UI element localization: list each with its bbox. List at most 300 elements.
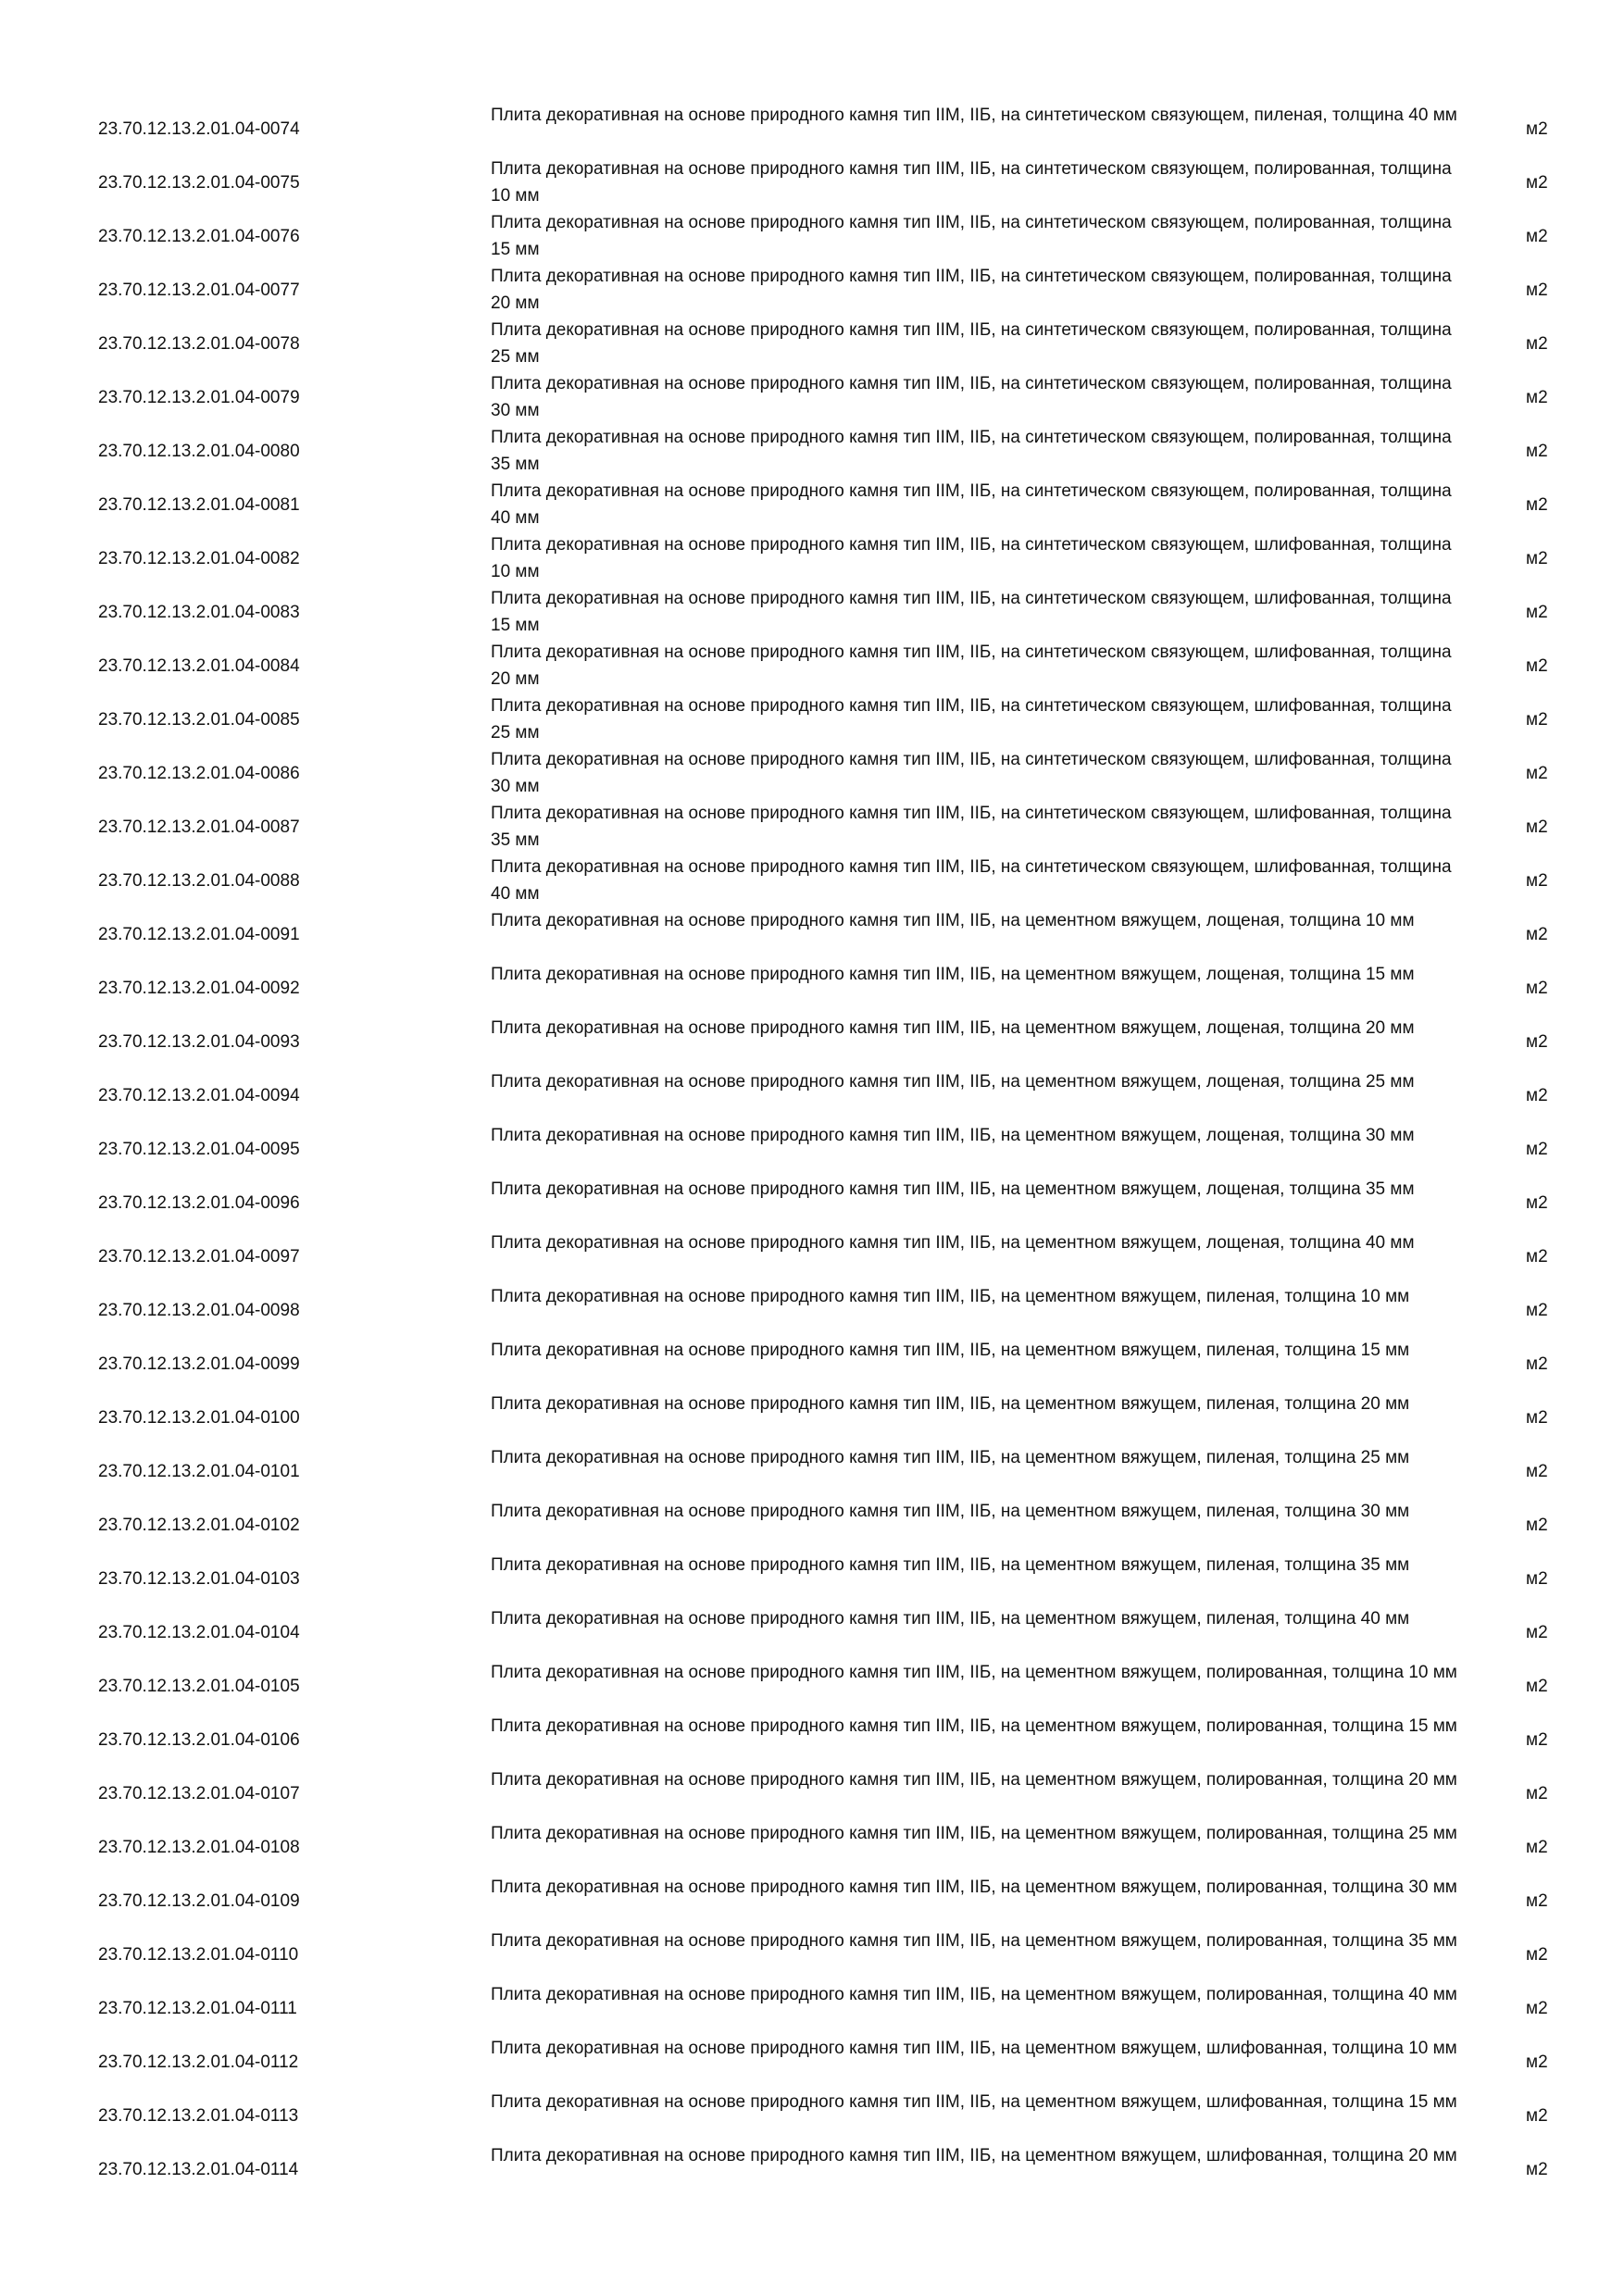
resource-description	[491, 1498, 1472, 1552]
unit-text: м2	[1526, 280, 1548, 300]
resource-code-text: 23.70.12.13.2.01.04-0110	[98, 1944, 299, 1965]
description-line-1: Плита декоративная на основе природного камня тип IIМ, IIБ, на цементном вяжущем, лощеная,	[491, 1072, 1285, 1092]
resource-description	[491, 1176, 1472, 1229]
table-row	[0, 1015, 1624, 1068]
resource-code	[98, 2035, 298, 2089]
resource-code-text: 23.70.12.13.2.01.04-0098	[98, 1300, 300, 1320]
table-row	[0, 1176, 1624, 1229]
unit-text: м2	[1526, 602, 1548, 622]
resource-code	[98, 1605, 300, 1659]
resource-description	[491, 156, 1472, 209]
unit-of-measure	[1526, 156, 1548, 209]
unit-of-measure	[1526, 2142, 1548, 2196]
description-line-2: толщина 15 мм	[1289, 965, 1415, 984]
unit-text: м2	[1526, 870, 1548, 891]
resource-code-text: 23.70.12.13.2.01.04-0083	[98, 602, 300, 622]
description-line-1: Плита декоративная на основе природного камня тип IIМ, IIБ, на синтетическом связующем,	[491, 857, 1250, 877]
description-line-1: Плита декоративная на основе природного камня тип IIМ, IIБ, на цементном вяжущем, шлифованная,	[491, 2039, 1328, 2058]
resource-code	[98, 156, 300, 209]
unit-of-measure	[1526, 1874, 1548, 1928]
description-line-1: Плита декоративная на основе природного камня тип IIМ, IIБ, на синтетическом связующем, пиленая,	[491, 106, 1328, 125]
resource-code	[98, 1337, 300, 1391]
unit-of-measure	[1526, 907, 1548, 961]
resource-code-text: 23.70.12.13.2.01.04-0086	[98, 763, 300, 783]
resource-code-text: 23.70.12.13.2.01.04-0076	[98, 226, 300, 246]
unit-text: м2	[1526, 333, 1548, 354]
description-line-2: полированная, толщина 30 мм	[491, 374, 1452, 420]
resource-description	[491, 1283, 1472, 1337]
unit-of-measure	[1526, 370, 1548, 424]
description-line-1: Плита декоративная на основе природного камня тип IIМ, IIБ, на цементном вяжущем,	[491, 1663, 1202, 1682]
resource-code	[98, 1444, 300, 1498]
unit-text: м2	[1526, 978, 1548, 998]
table-row	[0, 424, 1624, 478]
resource-code-text: 23.70.12.13.2.01.04-0074	[98, 119, 300, 139]
description-line-2: полированная, толщина 30 мм	[1206, 1878, 1457, 1897]
unit-text: м2	[1526, 1729, 1548, 1750]
resource-code-text: 23.70.12.13.2.01.04-0111	[98, 1998, 297, 2018]
unit-text: м2	[1526, 1461, 1548, 1481]
unit-of-measure	[1526, 1928, 1548, 1981]
resource-description	[491, 961, 1472, 1015]
description-line-2: полированная, толщина 40 мм	[491, 481, 1452, 528]
resource-description	[491, 2089, 1472, 2142]
resource-description	[491, 424, 1472, 478]
resource-code-text: 23.70.12.13.2.01.04-0100	[98, 1407, 300, 1428]
description-line-1: Плита декоративная на основе природного камня тип IIМ, IIБ, на цементном вяжущем,	[491, 1931, 1202, 1951]
resource-code	[98, 263, 300, 317]
resource-code	[98, 1176, 300, 1229]
resource-code-text: 23.70.12.13.2.01.04-0107	[98, 1783, 300, 1803]
unit-text: м2	[1526, 2159, 1548, 2179]
table-row	[0, 1605, 1624, 1659]
unit-of-measure	[1526, 263, 1548, 317]
unit-of-measure	[1526, 1015, 1548, 1068]
unit-of-measure	[1526, 1981, 1548, 2035]
unit-text: м2	[1526, 763, 1548, 783]
resource-code-text: 23.70.12.13.2.01.04-0104	[98, 1622, 300, 1642]
description-line-2: толщина 20 мм	[1331, 2146, 1457, 2165]
description-line-1: Плита декоративная на основе природного камня тип IIМ, IIБ, на цементном вяжущем,	[491, 1716, 1202, 1736]
description-line-1: Плита декоративная на основе природного камня тип IIМ, IIБ, на цементном вяжущем, шлифованная,	[491, 2146, 1328, 2165]
description-line-2: полированная, толщина 15 мм	[491, 213, 1452, 259]
resource-description	[491, 907, 1472, 961]
resource-description	[491, 317, 1472, 370]
table-row	[0, 1659, 1624, 1713]
description-line-1: Плита декоративная на основе природного камня тип IIМ, IIБ, на синтетическом связующем,	[491, 804, 1250, 823]
resource-description	[491, 585, 1472, 639]
table-row	[0, 2035, 1624, 2089]
resource-code-text: 23.70.12.13.2.01.04-0096	[98, 1192, 300, 1213]
table-row	[0, 1391, 1624, 1444]
resource-code-text: 23.70.12.13.2.01.04-0095	[98, 1139, 300, 1159]
description-line-1: Плита декоративная на основе природного камня тип IIМ, IIБ, на цементном вяжущем, шлифованная,	[491, 2092, 1328, 2112]
unit-text: м2	[1526, 1139, 1548, 1159]
resource-code	[98, 907, 300, 961]
unit-text: м2	[1526, 1515, 1548, 1535]
unit-text: м2	[1526, 1568, 1548, 1589]
resource-description	[491, 1068, 1472, 1122]
table-row	[0, 585, 1624, 639]
unit-text: м2	[1526, 119, 1548, 139]
resource-description	[491, 1122, 1472, 1176]
unit-text: м2	[1526, 172, 1548, 193]
resource-code-text: 23.70.12.13.2.01.04-0109	[98, 1890, 300, 1911]
description-line-2: полированная, толщина 10 мм	[491, 159, 1452, 206]
resource-code	[98, 209, 300, 263]
description-line-1: Плита декоративная на основе природного камня тип IIМ, IIБ, на цементном вяжущем, пиленая,	[491, 1448, 1280, 1467]
unit-text: м2	[1526, 1085, 1548, 1105]
resource-code	[98, 693, 300, 746]
table-row	[0, 478, 1624, 531]
description-line-2: толщина 10 мм	[1289, 911, 1415, 930]
description-line-1: Плита декоративная на основе природного камня тип IIМ, IIБ, на цементном вяжущем, пиленая,	[491, 1555, 1280, 1575]
unit-text: м2	[1526, 924, 1548, 944]
unit-text: м2	[1526, 1783, 1548, 1803]
resource-code	[98, 370, 300, 424]
resource-code	[98, 1928, 298, 1981]
table-row	[0, 1337, 1624, 1391]
resource-code	[98, 639, 300, 693]
resource-code	[98, 800, 300, 854]
unit-of-measure	[1526, 746, 1548, 800]
unit-of-measure	[1526, 585, 1548, 639]
resource-description	[491, 1337, 1472, 1391]
description-line-2: полированная, толщина 25 мм	[491, 320, 1452, 367]
resource-code-text: 23.70.12.13.2.01.04-0081	[98, 494, 300, 515]
description-line-1: Плита декоративная на основе природного камня тип IIМ, IIБ, на цементном вяжущем,	[491, 1985, 1202, 2004]
resource-code	[98, 585, 300, 639]
description-line-1: Плита декоративная на основе природного камня тип IIМ, IIБ, на цементном вяжущем, лощеная,	[491, 1018, 1285, 1038]
description-line-2: шлифованная, толщина 40 мм	[491, 857, 1452, 904]
resource-code	[98, 1713, 300, 1766]
resource-description	[491, 209, 1472, 263]
table-row	[0, 263, 1624, 317]
resource-description	[491, 102, 1472, 156]
description-line-2: толщина 35 мм	[1289, 1179, 1415, 1199]
resource-description	[491, 800, 1472, 854]
table-row	[0, 209, 1624, 263]
description-line-1: Плита декоративная на основе природного камня тип IIМ, IIБ, на синтетическом связующем,	[491, 481, 1250, 501]
description-line-1: Плита декоративная на основе природного камня тип IIМ, IIБ, на синтетическом связующем,	[491, 589, 1250, 608]
resource-code	[98, 424, 300, 478]
description-line-2: шлифованная, толщина 30 мм	[491, 750, 1452, 796]
resource-description	[491, 1552, 1472, 1605]
unit-text: м2	[1526, 1354, 1548, 1374]
unit-text: м2	[1526, 1998, 1548, 2018]
resource-description	[491, 1713, 1472, 1766]
description-line-1: Плита декоративная на основе природного камня тип IIМ, IIБ, на цементном вяжущем, пиленая,	[491, 1341, 1280, 1360]
resource-description	[491, 263, 1472, 317]
unit-of-measure	[1526, 102, 1548, 156]
resource-description	[491, 1605, 1472, 1659]
unit-of-measure	[1526, 639, 1548, 693]
unit-of-measure	[1526, 1337, 1548, 1391]
description-line-2: толщина 30 мм	[1284, 1502, 1410, 1521]
unit-text: м2	[1526, 1622, 1548, 1642]
description-line-1: Плита декоративная на основе природного камня тип IIМ, IIБ, на синтетическом связующем,	[491, 750, 1250, 769]
table-row	[0, 370, 1624, 424]
table-row	[0, 2142, 1624, 2196]
resource-description	[491, 1820, 1472, 1874]
unit-text: м2	[1526, 709, 1548, 730]
description-line-1: Плита декоративная на основе природного камня тип IIМ, IIБ, на цементном вяжущем,	[491, 1824, 1202, 1843]
table-row	[0, 1766, 1624, 1820]
description-line-2: толщина 40 мм	[1331, 106, 1457, 125]
description-line-2: шлифованная, толщина 25 мм	[491, 696, 1452, 742]
unit-of-measure	[1526, 1498, 1548, 1552]
unit-of-measure	[1526, 1068, 1548, 1122]
resource-code-text: 23.70.12.13.2.01.04-0102	[98, 1515, 300, 1535]
resource-code	[98, 317, 300, 370]
table-row	[0, 531, 1624, 585]
resource-code-text: 23.70.12.13.2.01.04-0077	[98, 280, 300, 300]
resource-code-text: 23.70.12.13.2.01.04-0084	[98, 655, 300, 676]
unit-of-measure	[1526, 2089, 1548, 2142]
resource-description	[491, 1981, 1472, 2035]
description-line-2: полированная, толщина 25 мм	[1206, 1824, 1457, 1843]
unit-text: м2	[1526, 548, 1548, 568]
table-row	[0, 693, 1624, 746]
unit-of-measure	[1526, 1122, 1548, 1176]
table-row	[0, 1068, 1624, 1122]
resource-code-text: 23.70.12.13.2.01.04-0092	[98, 978, 300, 998]
resource-code-text: 23.70.12.13.2.01.04-0085	[98, 709, 300, 730]
description-line-2: полированная, толщина 10 мм	[1206, 1663, 1457, 1682]
table-row	[0, 1713, 1624, 1766]
unit-of-measure	[1526, 1713, 1548, 1766]
resource-code-text: 23.70.12.13.2.01.04-0097	[98, 1246, 300, 1267]
unit-of-measure	[1526, 209, 1548, 263]
unit-text: м2	[1526, 1837, 1548, 1857]
unit-of-measure	[1526, 1391, 1548, 1444]
table-row	[0, 1122, 1624, 1176]
unit-of-measure	[1526, 800, 1548, 854]
table-row	[0, 317, 1624, 370]
resource-code-text: 23.70.12.13.2.01.04-0082	[98, 548, 300, 568]
description-line-1: Плита декоративная на основе природного камня тип IIМ, IIБ, на цементном вяжущем,	[491, 1878, 1202, 1897]
resource-code	[98, 1659, 300, 1713]
description-line-2: полированная, толщина 20 мм	[491, 267, 1452, 313]
resource-code-text: 23.70.12.13.2.01.04-0112	[98, 2052, 299, 2072]
unit-text: м2	[1526, 1944, 1548, 1965]
unit-of-measure	[1526, 1605, 1548, 1659]
description-line-2: толщина 30 мм	[1289, 1126, 1415, 1145]
resource-description	[491, 1015, 1472, 1068]
description-line-2: толщина 10 мм	[1331, 2039, 1457, 2058]
table-row	[0, 2089, 1624, 2142]
description-line-1: Плита декоративная на основе природного камня тип IIМ, IIБ, на синтетическом связующем,	[491, 267, 1250, 286]
resource-code	[98, 478, 300, 531]
table-row	[0, 1444, 1624, 1498]
description-line-1: Плита декоративная на основе природного камня тип IIМ, IIБ, на цементном вяжущем, пиленая,	[491, 1609, 1280, 1628]
resource-description	[491, 2035, 1472, 2089]
unit-text: м2	[1526, 494, 1548, 515]
description-line-2: толщина 40 мм	[1284, 1609, 1410, 1628]
unit-of-measure	[1526, 317, 1548, 370]
unit-text: м2	[1526, 387, 1548, 407]
resource-code	[98, 2142, 298, 2196]
unit-text: м2	[1526, 2105, 1548, 2126]
description-line-1: Плита декоративная на основе природного камня тип IIМ, IIБ, на цементном вяжущем, пиленая,	[491, 1287, 1280, 1306]
description-line-1: Плита декоративная на основе природного камня тип IIМ, IIБ, на синтетическом связующем,	[491, 428, 1250, 447]
resource-code	[98, 2089, 298, 2142]
resource-code	[98, 746, 300, 800]
resource-code-text: 23.70.12.13.2.01.04-0105	[98, 1676, 300, 1696]
description-line-1: Плита декоративная на основе природного камня тип IIМ, IIБ, на цементном вяжущем, лощеная,	[491, 1126, 1285, 1145]
resource-code-text: 23.70.12.13.2.01.04-0094	[98, 1085, 300, 1105]
resource-description	[491, 2142, 1472, 2196]
unit-of-measure	[1526, 854, 1548, 907]
description-line-1: Плита декоративная на основе природного камня тип IIМ, IIБ, на цементном вяжущем, лощеная,	[491, 1233, 1285, 1253]
unit-text: м2	[1526, 1300, 1548, 1320]
resource-code-text: 23.70.12.13.2.01.04-0103	[98, 1568, 300, 1589]
description-line-1: Плита декоративная на основе природного камня тип IIМ, IIБ, на синтетическом связующем,	[491, 643, 1250, 662]
resource-description	[491, 1391, 1472, 1444]
description-line-1: Плита декоративная на основе природного камня тип IIМ, IIБ, на цементном вяжущем,	[491, 1770, 1202, 1790]
table-row	[0, 800, 1624, 854]
resource-description	[491, 1766, 1472, 1820]
table-row	[0, 1229, 1624, 1283]
description-line-1: Плита декоративная на основе природного камня тип IIМ, IIБ, на синтетическом связующем,	[491, 535, 1250, 555]
resource-code	[98, 1981, 297, 2035]
resource-code-text: 23.70.12.13.2.01.04-0080	[98, 441, 300, 461]
resource-description	[491, 693, 1472, 746]
unit-of-measure	[1526, 1176, 1548, 1229]
description-line-2: толщина 25 мм	[1284, 1448, 1410, 1467]
unit-text: м2	[1526, 1676, 1548, 1696]
unit-of-measure	[1526, 1444, 1548, 1498]
unit-of-measure	[1526, 531, 1548, 585]
table-row	[0, 156, 1624, 209]
resource-code-text: 23.70.12.13.2.01.04-0079	[98, 387, 300, 407]
unit-text: м2	[1526, 226, 1548, 246]
description-line-2: полированная, толщина 20 мм	[1206, 1770, 1457, 1790]
unit-text: м2	[1526, 1407, 1548, 1428]
unit-text: м2	[1526, 441, 1548, 461]
table-row	[0, 854, 1624, 907]
table-row	[0, 102, 1624, 156]
description-line-1: Плита декоративная на основе природного камня тип IIМ, IIБ, на цементном вяжущем, лощеная,	[491, 911, 1285, 930]
resource-description	[491, 854, 1472, 907]
description-line-2: полированная, толщина 15 мм	[1206, 1716, 1457, 1736]
table-row	[0, 1981, 1624, 2035]
resource-code-text: 23.70.12.13.2.01.04-0099	[98, 1354, 300, 1374]
unit-text: м2	[1526, 1192, 1548, 1213]
resource-code-text: 23.70.12.13.2.01.04-0088	[98, 870, 300, 891]
resource-code	[98, 1498, 300, 1552]
table-row	[0, 907, 1624, 961]
description-line-1: Плита декоративная на основе природного камня тип IIМ, IIБ, на синтетическом связующем,	[491, 374, 1250, 393]
resource-description	[491, 531, 1472, 585]
resource-description	[491, 478, 1472, 531]
resource-description	[491, 639, 1472, 693]
unit-of-measure	[1526, 478, 1548, 531]
resource-description	[491, 370, 1472, 424]
description-line-2: полированная, толщина 35 мм	[491, 428, 1452, 474]
resource-code	[98, 1874, 300, 1928]
unit-of-measure	[1526, 2035, 1548, 2089]
description-line-2: полированная, толщина 40 мм	[1206, 1985, 1457, 2004]
resource-code	[98, 1391, 300, 1444]
resource-description	[491, 1444, 1472, 1498]
resource-code	[98, 1766, 300, 1820]
description-line-2: шлифованная, толщина 35 мм	[491, 804, 1452, 850]
description-line-2: толщина 40 мм	[1289, 1233, 1415, 1253]
description-line-1: Плита декоративная на основе природного камня тип IIМ, IIБ, на цементном вяжущем, пиленая,	[491, 1394, 1280, 1414]
table-row	[0, 639, 1624, 693]
unit-text: м2	[1526, 1031, 1548, 1052]
table-row	[0, 1820, 1624, 1874]
resource-code	[98, 961, 300, 1015]
resource-code	[98, 531, 300, 585]
resource-code	[98, 1820, 300, 1874]
price-list-table	[0, 102, 1624, 2196]
resource-description	[491, 1659, 1472, 1713]
unit-of-measure	[1526, 1283, 1548, 1337]
resource-code-text: 23.70.12.13.2.01.04-0101	[98, 1461, 300, 1481]
description-line-1: Плита декоративная на основе природного камня тип IIМ, IIБ, на синтетическом связующем,	[491, 696, 1250, 716]
resource-description	[491, 1874, 1472, 1928]
unit-of-measure	[1526, 1229, 1548, 1283]
resource-code	[98, 1015, 300, 1068]
unit-text: м2	[1526, 2052, 1548, 2072]
table-row	[0, 746, 1624, 800]
resource-code-text: 23.70.12.13.2.01.04-0091	[98, 924, 300, 944]
resource-code-text: 23.70.12.13.2.01.04-0093	[98, 1031, 300, 1052]
resource-code	[98, 1552, 300, 1605]
unit-of-measure	[1526, 1659, 1548, 1713]
table-row	[0, 1498, 1624, 1552]
unit-of-measure	[1526, 424, 1548, 478]
unit-of-measure	[1526, 1552, 1548, 1605]
resource-description	[491, 1928, 1472, 1981]
unit-of-measure	[1526, 1820, 1548, 1874]
resource-code-text: 23.70.12.13.2.01.04-0087	[98, 817, 300, 837]
resource-code-text: 23.70.12.13.2.01.04-0078	[98, 333, 300, 354]
resource-code	[98, 1283, 300, 1337]
table-row	[0, 1874, 1624, 1928]
description-line-2: толщина 10 мм	[1284, 1287, 1410, 1306]
resource-description	[491, 746, 1472, 800]
description-line-2: толщина 20 мм	[1289, 1018, 1415, 1038]
unit-text: м2	[1526, 817, 1548, 837]
description-line-1: Плита декоративная на основе природного камня тип IIМ, IIБ, на синтетическом связующем,	[491, 213, 1250, 232]
resource-description	[491, 1229, 1472, 1283]
description-line-2: толщина 15 мм	[1331, 2092, 1457, 2112]
resource-code-text: 23.70.12.13.2.01.04-0114	[98, 2159, 299, 2179]
unit-of-measure	[1526, 961, 1548, 1015]
description-line-2: толщина 35 мм	[1284, 1555, 1410, 1575]
description-line-2: толщина 20 мм	[1284, 1394, 1410, 1414]
description-line-1: Плита декоративная на основе природного камня тип IIМ, IIБ, на синтетическом связующем,	[491, 159, 1250, 179]
resource-code	[98, 1229, 300, 1283]
unit-text: м2	[1526, 1246, 1548, 1267]
description-line-2: шлифованная, толщина 15 мм	[491, 589, 1452, 635]
description-line-2: толщина 15 мм	[1284, 1341, 1410, 1360]
description-line-2: шлифованная, толщина 20 мм	[491, 643, 1452, 689]
unit-of-measure	[1526, 693, 1548, 746]
table-row	[0, 1283, 1624, 1337]
description-line-1: Плита декоративная на основе природного камня тип IIМ, IIБ, на цементном вяжущем, лощеная,	[491, 965, 1285, 984]
unit-text: м2	[1526, 655, 1548, 676]
description-line-2: полированная, толщина 35 мм	[1206, 1931, 1457, 1951]
description-line-2: толщина 25 мм	[1289, 1072, 1415, 1092]
resource-code	[98, 102, 300, 156]
resource-code	[98, 1122, 300, 1176]
table-row	[0, 1928, 1624, 1981]
description-line-1: Плита декоративная на основе природного камня тип IIМ, IIБ, на синтетическом связующем,	[491, 320, 1250, 340]
